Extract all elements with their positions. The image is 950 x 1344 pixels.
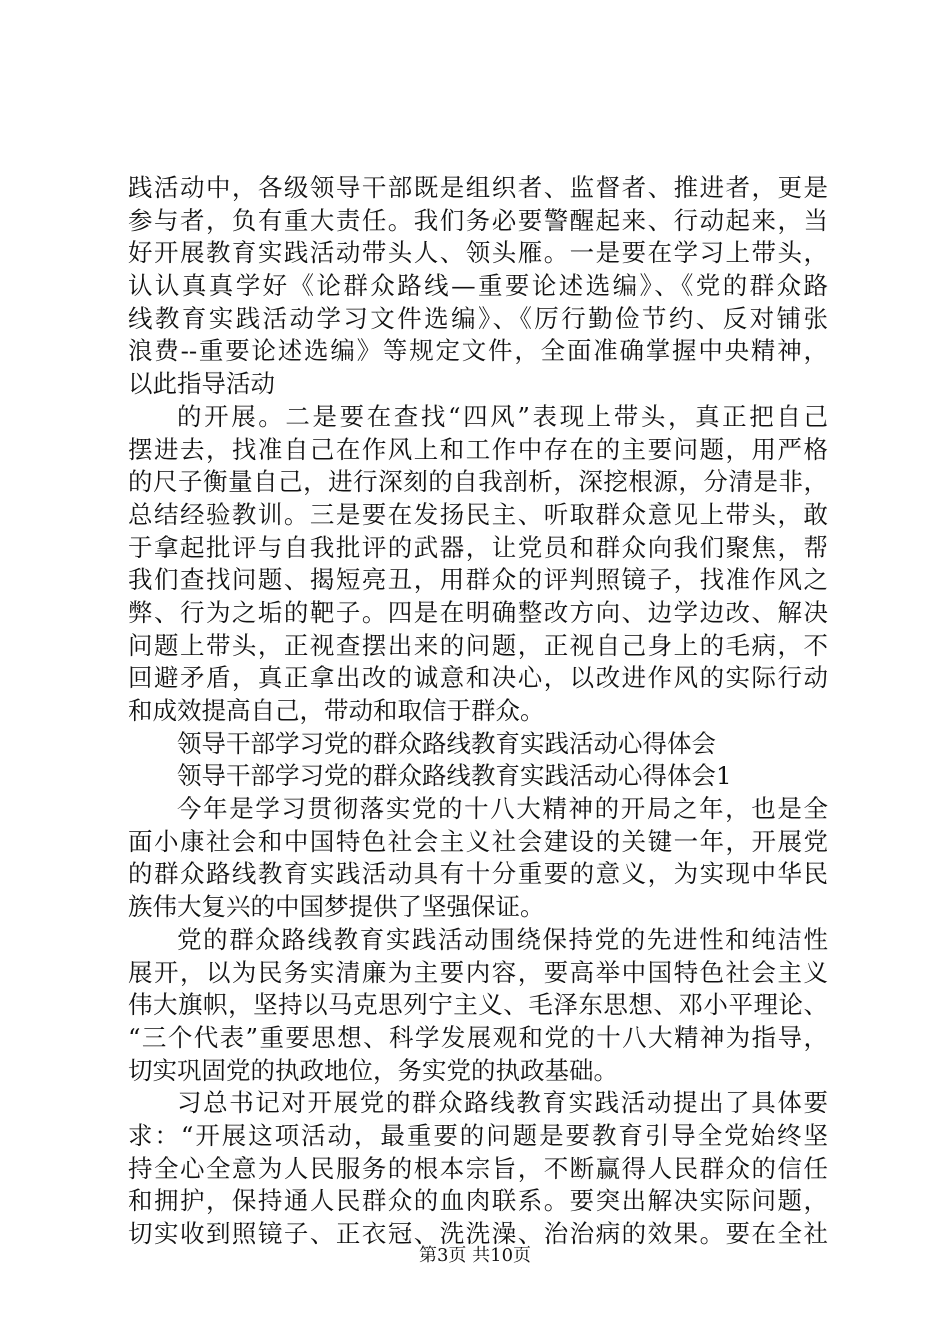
text-line: “三个代表”重要思想、科学发展观和党的十八大精神为指导， [128,1022,828,1052]
text-line: 伟大旗帜，坚持以马克思列宁主义、毛泽东思想、邓小平理论、 [128,990,828,1020]
text-line: 认认真真学好《论群众路线—重要论述选编》、《党的群众路 [128,271,828,301]
text-line: 切实巩固党的执政地位，务实党的执政基础。 [128,1055,618,1085]
text-line: 回避矛盾，真正拿出改的诚意和决心，以改进作风的实际行动 [128,663,828,693]
text-line: 弊、行为之垢的靶子。四是在明确整改方向、边学边改、解决 [128,597,828,627]
text-line: 习总书记对开展党的群众路线教育实践活动提出了具体要 [177,1088,828,1118]
text-line: 和成效提高自己，带动和取信于群众。 [128,696,545,725]
text-line: 参与者，负有重大责任。我们务必要警醒起来、行动起来，当 [128,205,828,235]
text-line: 面小康社会和中国特色社会主义社会建设的关键一年，开展党 [128,826,828,856]
text-line: 的尺子衡量自己，进行深刻的自我剖析，深挖根源，分清是非， [128,467,828,497]
text-line: 的群众路线教育实践活动具有十分重要的意义，为实现中华民 [128,859,828,889]
text-line: 展开，以为民务实清廉为主要内容，要高举中国特色社会主义 [128,957,828,987]
text-line: 持全心全意为人民服务的根本宗旨，不断赢得人民群众的信任 [128,1153,828,1183]
text-line: 今年是学习贯彻落实党的十八大精神的开局之年，也是全 [177,794,828,824]
text-line: 于拿起批评与自我批评的武器，让党员和群众向我们聚焦，帮 [128,532,828,562]
text-line: 问题上带头，正视查摆出来的问题，正视自己身上的毛病，不 [128,630,828,660]
text-line: 求：“开展这项活动，最重要的问题是要教育引导全党始终坚 [128,1120,828,1150]
text-line: 以此指导活动 [128,369,275,399]
text-line: 领导干部学习党的群众路线教育实践活动心得体会 [177,728,716,758]
text-line: 摆进去，找准自己在作风上和工作中存在的主要问题，用严格 [128,434,828,464]
document-body [128,172,828,1251]
text-line: 线教育实践活动学习文件选编》、《厉行勤俭节约、反对铺张 [128,303,828,333]
text-line: 切实收到照镜子、正衣冠、洗洗澡、治治病的效果。要在全社 [128,1219,828,1248]
text-line: 浪费--重要论述选编》等规定文件，全面准确掌握中央精神， [128,336,828,366]
text-line: 我们查找问题、揭短亮丑，用群众的评判照镜子，找准作风之 [128,565,828,595]
text-line: 好开展教育实践活动带头人、领头雁。一是要在学习上带头， [128,238,828,268]
text-line: 党的群众路线教育实践活动围绕保持党的先进性和纯洁性 [177,924,828,954]
text-line: 总结经验教训。三是要在发扬民主、听取群众意见上带头，敢 [128,499,828,529]
text-line: 和拥护，保持通人民群众的血肉联系。要突出解决实际问题， [128,1186,828,1216]
text-line: 践活动中，各级领导干部既是组织者、监督者、推进者，更是 [128,173,828,202]
text-line: 领导干部学习党的群众路线教育实践活动心得体会1 [177,761,732,791]
text-line: 族伟大复兴的中国梦提供了坚强保证。 [128,892,545,922]
text-line: 的开展。二是要在查找“四风”表现上带头，真正把自己 [177,401,828,431]
page-footer: 第3页 共10页 [418,1245,532,1266]
